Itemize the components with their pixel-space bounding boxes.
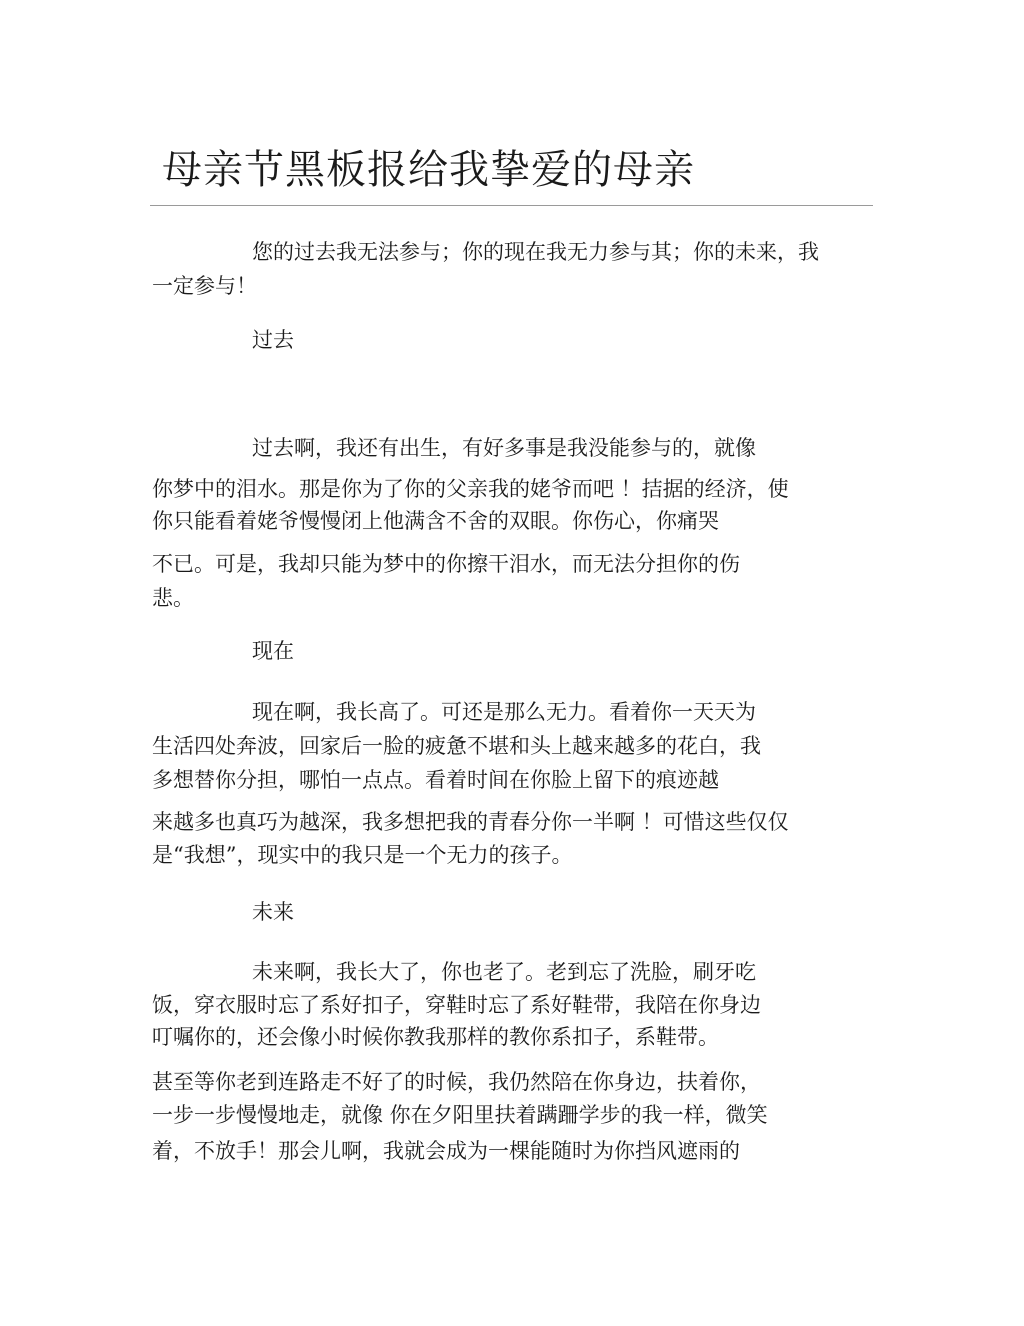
past-line-5: 悲。 — [152, 586, 194, 610]
future-line-4: 甚至等你老到连路走不好了的时候，我仍然陪在你身边，扶着你， — [152, 1070, 761, 1094]
past-line-1: 过去啊，我还有出生，有好多事是我没能参与的，就像 — [252, 436, 756, 460]
present-line-2: 生活四处奔波，回家后一脸的疲惫不堪和头上越来越多的花白，我 — [152, 734, 761, 758]
section-heading-past: 过去 — [252, 328, 294, 352]
present-line-5: 是“我想”，现实中的我只是一个无力的孩子。 — [152, 843, 573, 867]
present-line-1: 现在啊，我长高了。可还是那么无力。看着你一天天为 — [252, 700, 756, 724]
section-heading-future: 未来 — [252, 900, 294, 924]
section-heading-present: 现在 — [252, 639, 294, 663]
future-line-1: 未来啊，我长大了，你也老了。老到忘了洗脸，刷牙吃 — [252, 960, 756, 984]
present-line-3: 多想替你分担，哪怕一点点。看着时间在你脸上留下的痕迹越 — [152, 768, 719, 792]
future-line-2: 饭，穿衣服时忘了系好扣子，穿鞋时忘了系好鞋带，我陪在你身边 — [152, 993, 761, 1017]
future-line-6: 着，不放手！那会儿啊，我就会成为一棵能随时为你挡风遮雨的 — [152, 1139, 740, 1163]
page-title: 母亲节黑板报给我挚爱的母亲 — [162, 147, 695, 193]
present-line-4: 来越多也真巧为越深，我多想把我的青春分你一半啊 ！可惜这些仅仅 — [152, 810, 789, 834]
intro-line-1: 您的过去我无法参与；你的现在我无力参与其；你的未来，我 — [252, 240, 819, 264]
title-divider — [150, 205, 873, 206]
intro-line-2: 一定参与！ — [152, 274, 257, 298]
future-line-5: 一步一步慢慢地走，就像 你在夕阳里扶着蹒跚学步的我一样，微笑 — [152, 1103, 768, 1127]
future-line-3: 叮嘱你的，还会像小时候你教我那样的教你系扣子，系鞋带。 — [152, 1025, 719, 1049]
past-line-4: 不已。可是，我却只能为梦中的你擦干泪水，而无法分担你的伤 — [152, 552, 740, 576]
past-line-3: 你只能看着姥爷慢慢闭上他满含不舍的双眼。你伤心，你痛哭 — [152, 509, 719, 533]
past-line-2: 你梦中的泪水。那是你为了你的父亲我的姥爷而吧 ！拮据的经济，使 — [152, 477, 789, 501]
